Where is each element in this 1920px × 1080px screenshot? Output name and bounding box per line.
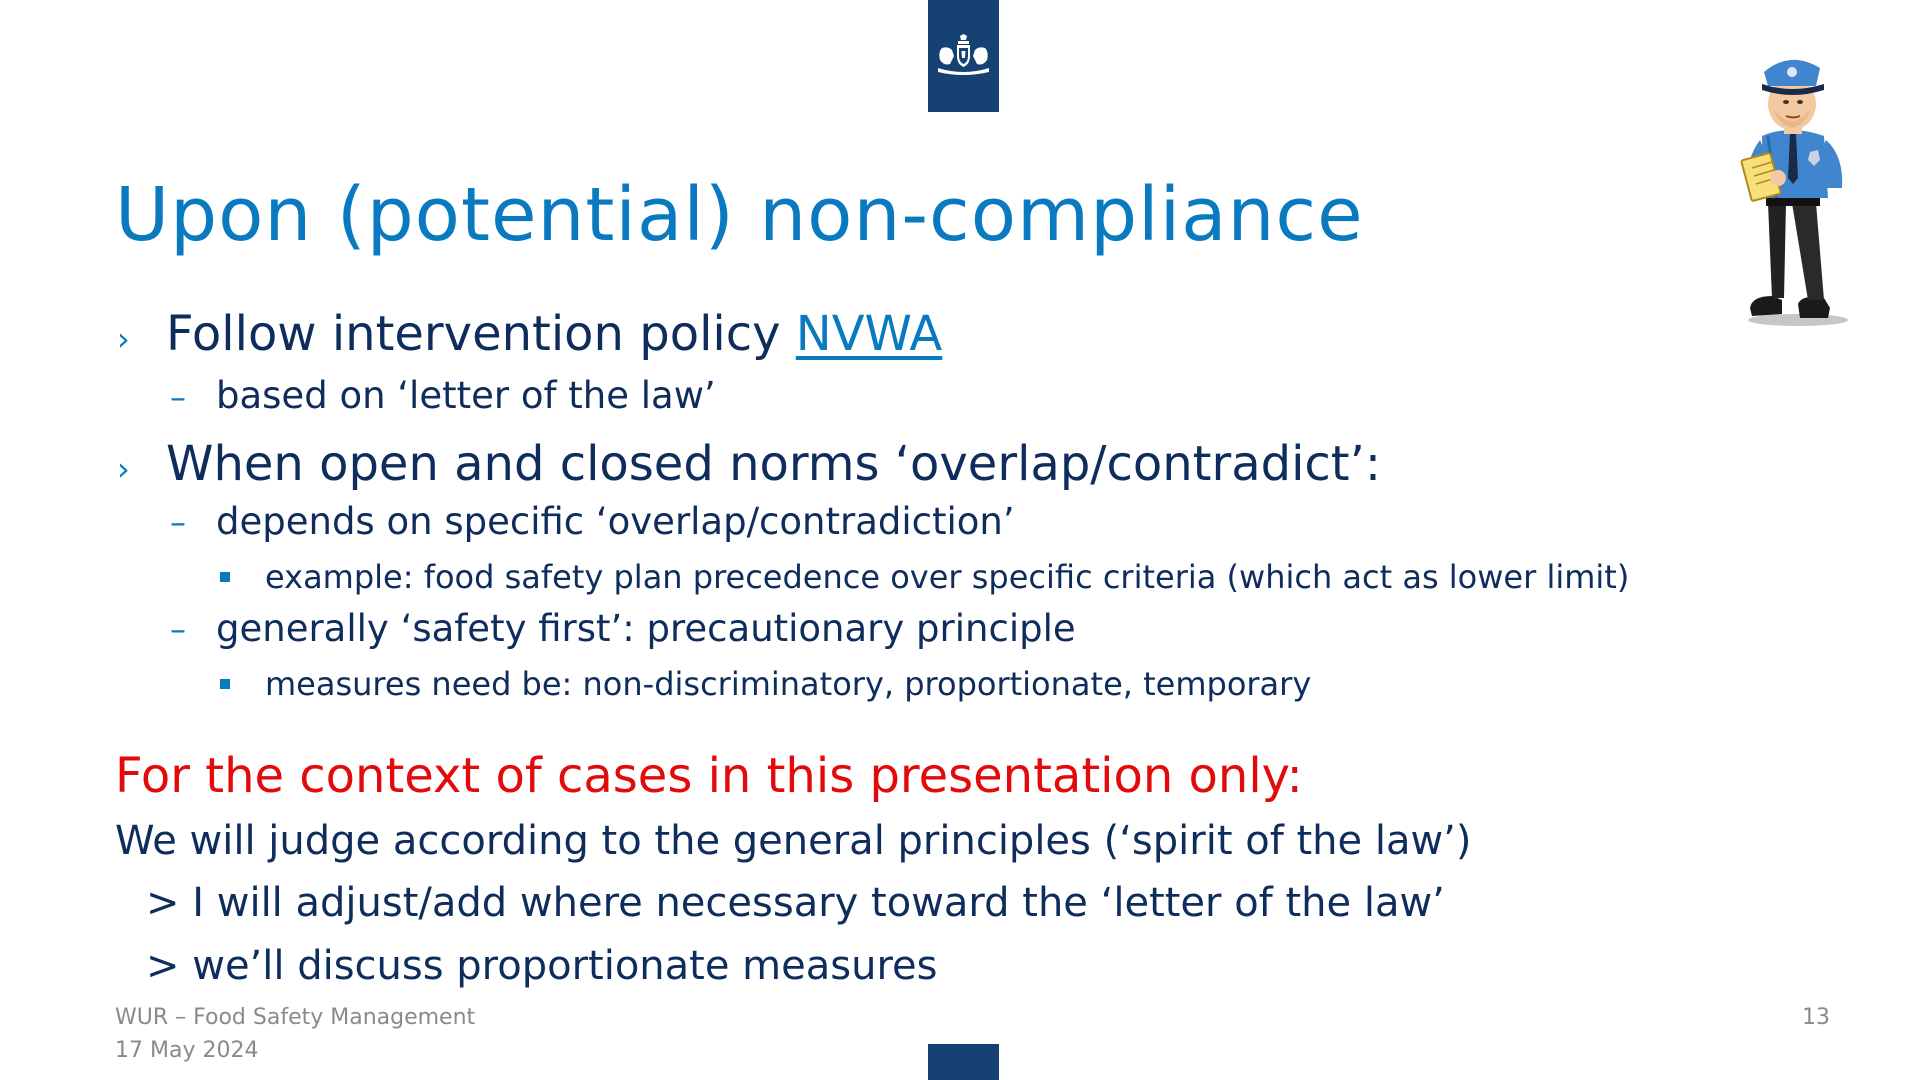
context-heading: For the context of cases in this presentation only: [115,748,1303,804]
page-number: 13 [1802,1005,1830,1030]
sub-sub-bullet-marker [220,572,230,582]
slide-title: Upon (potential) non-compliance [115,172,1364,258]
context-line: We will judge according to the general principles (‘spirit of the law’) [115,818,1472,864]
sub-bullet-text: generally ‘safety first’: precautionary principle [216,607,1076,650]
sub-sub-bullet-marker [220,679,230,689]
sub-bullet-marker: – [170,378,186,416]
sub-bullet-text: depends on specific ‘overlap/contradiction’ [216,500,1015,543]
context-line: > I will adjust/add where necessary toward the ‘letter of the law’ [146,880,1445,926]
context-line: > we’ll discuss proportionate measures [146,943,938,989]
nvwa-link[interactable]: NVWA [795,306,943,362]
footer-date: 17 May 2024 [115,1038,259,1063]
bullet-item [166,306,942,362]
police-officer-illustration [1728,28,1878,328]
sub-sub-bullet-text: example: food safety plan precedence over specific criteria (which act as lower limit) [265,558,1630,596]
bullet-marker: › [117,450,130,488]
bullet-text: When open and closed norms ‘overlap/contradict’: [166,436,1382,492]
sub-sub-bullet-text: measures need be: non-discriminatory, proportionate, temporary [265,665,1312,703]
coat-of-arms-icon [934,34,993,76]
sub-bullet-marker: – [170,503,186,541]
government-logo-band [928,0,999,112]
bottom-band [928,1044,999,1080]
bullet-text: Follow intervention policy [166,306,796,362]
sub-bullet-text: based on ‘letter of the law’ [216,374,716,417]
footer-org: WUR – Food Safety Management [115,1005,476,1030]
sub-bullet-marker: – [170,610,186,648]
bullet-marker: › [117,320,130,358]
